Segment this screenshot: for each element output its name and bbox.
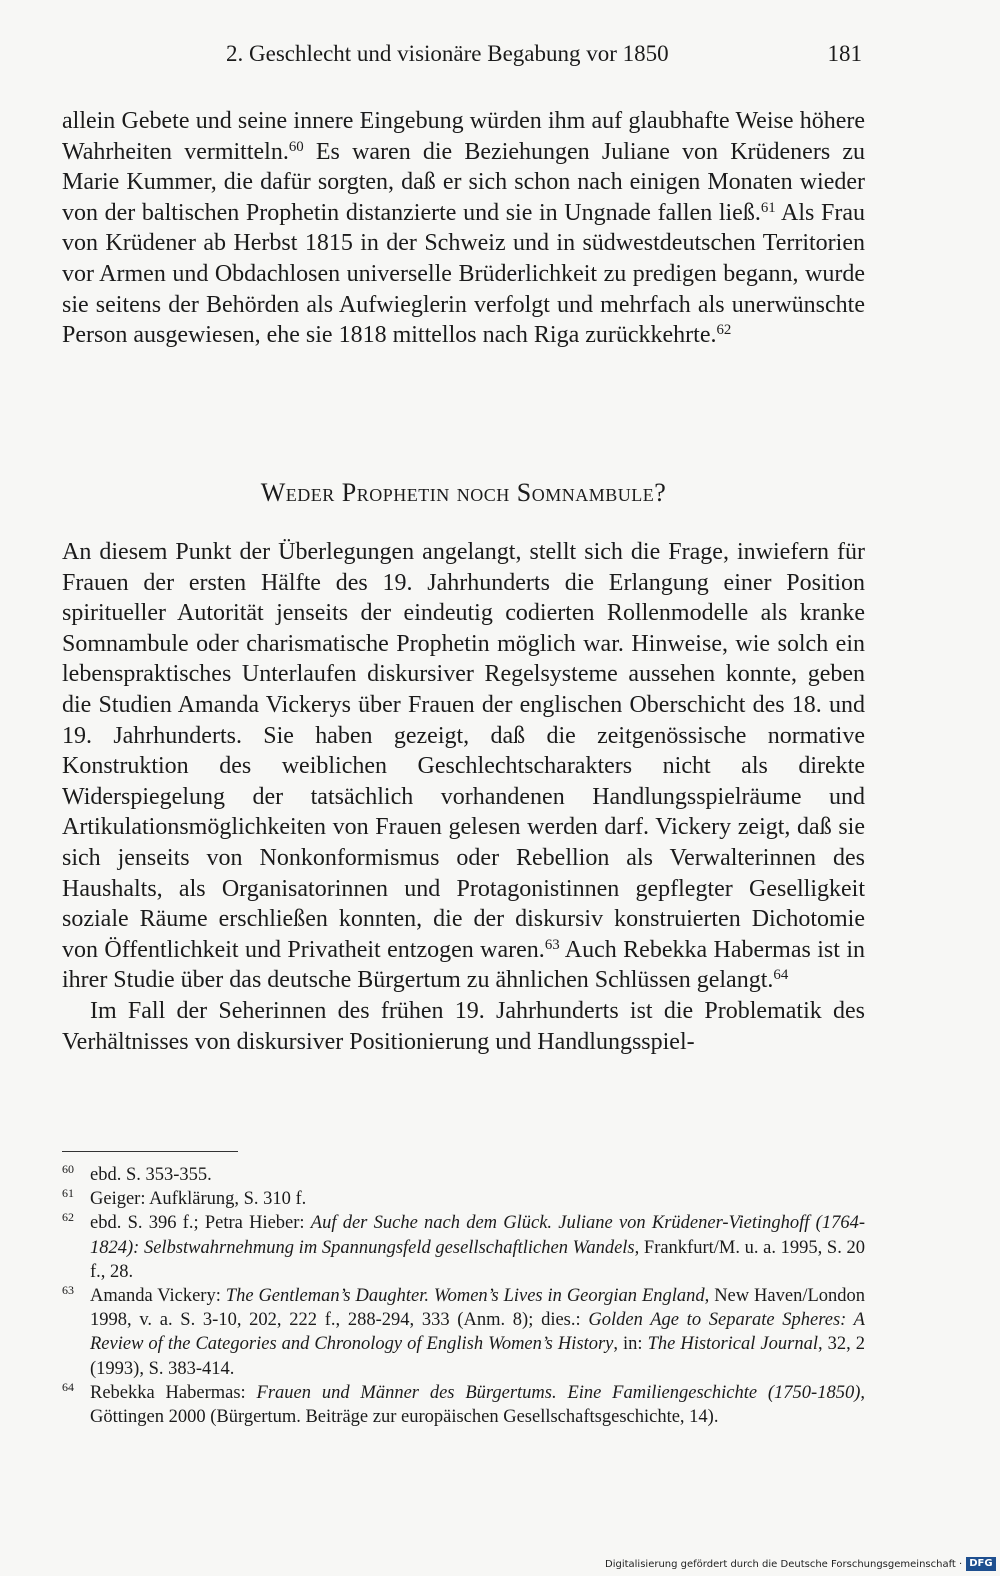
footnote-64 [62,1381,865,1429]
footnote-60 [62,1163,865,1187]
running-head [62,38,862,70]
footnote-63 [62,1284,865,1381]
text-run: An diesem Punkt der Überlegungen angelangt, stellt sich die Frage, inwiefern für Frauen der ersten Hälfte des 19. Jahrhunderts die Erlangung einer Position spiritueller Autorität jenseits der eindeutig codierten Rollenmodelle als kranke Somnambule oder charismatische Prophetin möglich war. Hinweise, wie solch ein lebenspraktisches Unterlaufen diskursiver Regelsysteme aussehen konnte, geben die Studien Amanda Vickerys über Frauen der englischen Oberschicht des 18. und 19. Jahrhunderts. Sie haben gezeigt, daß die zeitgenössische normative Konstruktion des weiblichen Geschlechtscharakters nicht als direkte Widerspiegelung der tatsächlich vorhandenen Handlungsspielräume und Artikulationsmöglichkeiten von Frauen gelesen werden darf. Vickery zeigt, daß sie sich jenseits von Nonkonformismus oder Rebellion als Verwalterinnen des Haushalts, als Organisatorinnen und Protagonistinnen gepflegter Geselligkeit soziale Räume erschließen konnten, die der diskursiv konstruierten Dichotomie von Öffentlichkeit und Privatheit entzogen waren. [62,539,865,963]
text-run: allein Gebete und seine innere Eingebung würden ihm auf glaubhafte Weise höhere Wahrheiten vermitteln. [62,108,865,165]
funding-text: Digitalisierung gefördert durch die Deutsche Forschungsgemeinschaft · [605,1559,963,1570]
footnote-number: 64 [62,1379,74,1394]
paragraph: Im Fall der Seherinnen des frühen 19. Jahrhunderts ist die Problematik des Verhältnisses von diskursiver Positionierung und Handlungsspiel- [62,997,865,1055]
section-body [62,537,865,1057]
paragraph [62,537,865,996]
footnote-number: 62 [62,1210,74,1225]
footnote-divider [62,1151,238,1152]
footnote-text: Rebekka Habermas: [90,1382,257,1403]
footnote-text: , in: [613,1334,648,1355]
footnotes [62,1163,865,1429]
text-run: Es waren die Beziehungen Juliane von Krüdeners zu Marie Kummer, die dafür sorgten, daß er sich schon nach einigen Monaten wieder von der baltischen Prophetin distanzierte und sie in Ungnade fallen ließ. [62,138,866,226]
footnote-text: Amanda Vickery: [90,1286,226,1307]
footnote-text: , Frankfurt/M. u. a. 1995, S. 20 f., 28. [90,1237,865,1282]
footnote-ref[interactable]: 64 [773,967,789,984]
paragraph [62,106,865,351]
footnote-text: , Göttingen 2000 (Bürgertum. Beiträge zur europäischen Gesellschaftsgeschichte, 14). [90,1382,865,1428]
footnote-62 [62,1211,865,1284]
footnote-text: , New Haven/London 1998, v. a. S. 3-10, 202, 222 f., 288-294, 333 (Anm. 8); dies.: [90,1286,866,1331]
text-run: Auch Rebekka Habermas ist in ihrer Studie über das deutsche Bürgertum zu ähnlichen Schlüssen gelangt. [62,936,865,994]
footnote-title: Auf der Suche nach dem Glück. Juliane von Krüdener-Vietinghoff (1764-1824): Selbstwahrnehmung im Spannungsfeld gesellschaftlichen Wandels [90,1213,865,1258]
footnote-text: , 32, 2 (1993), S. 383-414. [90,1334,866,1379]
footnote-number: 60 [62,1162,74,1176]
footnote-ref[interactable]: 60 [288,138,304,155]
footnote-ref[interactable]: 63 [544,936,560,953]
footnote-ref[interactable]: 62 [716,321,732,338]
footnote-ref[interactable]: 61 [760,199,776,216]
section-heading: Weder Prophetin noch Somnambule? [260,478,667,507]
footnote-title: The Gentleman’s Daughter. Women’s Lives in Georgian England [225,1286,705,1307]
footnote-number: 63 [62,1283,74,1298]
footnote-title: Frauen und Männer des Bürgertums. Eine Familiengeschichte (1750-1850) [256,1382,861,1403]
running-title: 2. Geschlecht und visionäre Begabung vor 1850 [226,41,669,66]
footnote-text: Geiger: Aufklärung, S. 310 f. [90,1189,307,1210]
footnote-text: ebd. S. 353-355. [90,1165,212,1185]
footnote-number: 61 [62,1186,74,1201]
page-number: 181 [827,41,862,66]
footnote-61 [62,1187,865,1211]
dfg-logo-icon: DFG [966,1557,995,1571]
intro-paragraph [62,106,865,351]
text-run: Als Frau von Krüdener ab Herbst 1815 in der Schweiz und in südwestdeutschen Territorien vor Armen und Obdachlosen universelle Brüderlichkeit zu predigen begann, wurde sie seitens der Behörden als Aufwieglerin verfolgt und mehrfach als unerwünschte Person ausgewiesen, ehe sie 1818 mittellos nach Riga zurückkehrte. [62,199,865,349]
footnote-title: Golden Age to Separate Spheres: A Review of the Categories and Chronology of English Women’s History [90,1310,865,1355]
footnote-title: The Historical Journal [647,1334,818,1355]
footnote-text: ebd. S. 396 f.; Petra Hieber: [90,1213,311,1234]
funding-notice [605,1557,996,1573]
